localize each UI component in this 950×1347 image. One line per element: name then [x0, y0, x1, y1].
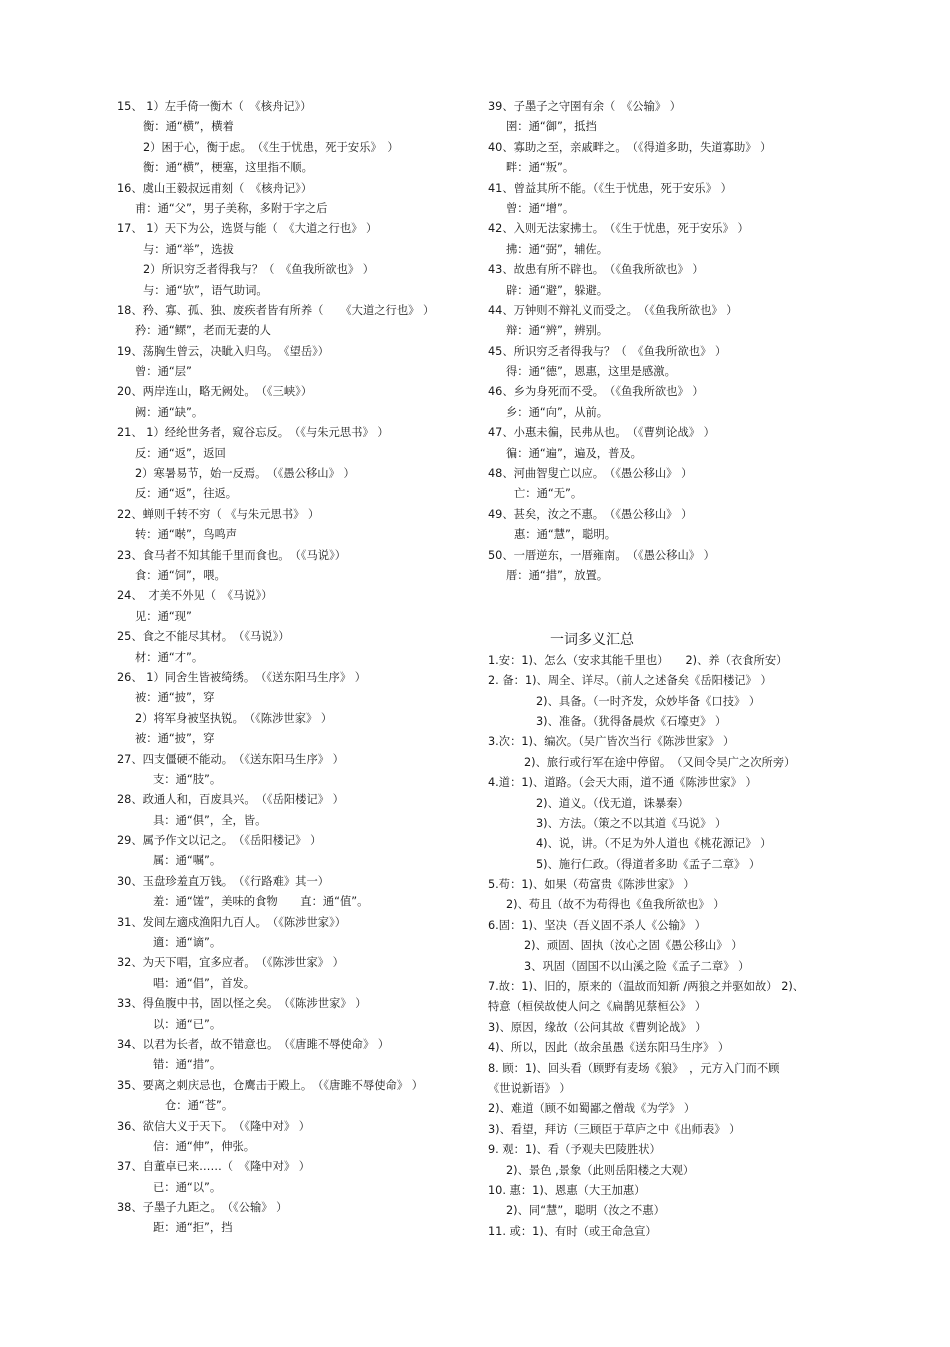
text-line: 22、蝉则千转不穷（ 《与朱元思书》 ）	[117, 507, 320, 521]
text-line: 38、子墨子九距之。 （《公输》 ）	[117, 1201, 288, 1215]
text-line: 45、所识穷乏者得我与？（ 《鱼我所欲也》 ）	[488, 344, 727, 358]
text-line: 亡：通“无”。	[514, 487, 583, 501]
text-line: 1.安：1)、怎么（安求其能千里也） 2)、养（衣食所安）	[488, 653, 788, 667]
text-line: 3.次：1)、编次。（吴广皆次当行《陈涉世家》 ）	[488, 735, 735, 749]
text-line: 与：通“举”，选拔	[143, 242, 234, 256]
section-gap	[488, 586, 840, 626]
text-line: 被：通“披”，穿	[135, 732, 215, 746]
text-line: 属：通“嘱”。	[153, 854, 222, 868]
text-line: 徧：通“遍”，遍及，普及。	[506, 446, 642, 460]
left-column	[117, 97, 473, 1239]
text-line: 39、子墨子之守圉有余（ 《公输》 ）	[488, 100, 682, 113]
text-line: 41、曾益其所不能。（《生于忧患，死于安乐》 ）	[488, 181, 732, 195]
text-line: 17、 1）天下为公，选贤与能（ 《大道之行也》 ）	[117, 222, 378, 236]
text-line: 距：通“拒”，挡	[153, 1221, 233, 1235]
text-line: 拂：通“弼”，辅佐。	[506, 242, 609, 256]
text-line: 2)、难道（顾不如蜀鄙之僧哉《为学》 ）	[488, 1102, 696, 1116]
text-line: 3)、原因，缘故（公问其故《曹刿论战》 ）	[488, 1020, 707, 1034]
text-line: 2)、顽固、固执（汝心之固《愚公移山》 ）	[524, 939, 743, 953]
text-line: 2)、景色 ,景象（此则岳阳楼之大观）	[506, 1163, 695, 1177]
text-line: 49、甚矣，汝之不惠。 （《愚公移山》 ）	[488, 507, 693, 521]
text-line: 甫：通“父”，男子美称，多附于字之后	[135, 201, 328, 215]
text-line: 惠：通“慧”，聪明。	[514, 528, 617, 542]
text-line: 34、以君为长者，故不错意也。 （《唐雎不辱使命》 ）	[117, 1037, 390, 1051]
text-line: 15、 1）左手倚一衡木（ 《核舟记》）	[117, 100, 312, 113]
text-line: 21、 1）经纶世务者，窥谷忘反。 （《与朱元思书》 ）	[117, 426, 389, 440]
text-line: 2. 备：1)、周全、详尽。（前人之述备矣《岳阳楼记》 ）	[488, 674, 772, 688]
text-line: 2）寒暑易节，始一反焉。 （《愚公移山》 ）	[135, 467, 355, 481]
section-title: 一词多义汇总	[550, 632, 634, 649]
text-line: 24、 才美不外见（ 《马说》）	[117, 589, 273, 603]
text-line: 5.苟：1)、如果（苟富贵《陈涉世家》 ）	[488, 878, 695, 892]
polysemy-list	[488, 651, 840, 1242]
text-line: 32、为天下唱，宜多应者。 （《陈涉世家》 ）	[117, 956, 344, 970]
text-line: 43、故患有所不辟也。 （《鱼我所欲也》 ）	[488, 263, 704, 277]
text-line: 10. 惠：1)、恩惠（大王加惠）	[488, 1183, 646, 1197]
text-line: 3、巩固（固国不以山溪之险《孟子二章》 ）	[524, 959, 750, 973]
text-line: 辩：通“辨”，辨别。	[506, 324, 609, 338]
text-line: 衡：通“横”，梗塞，这里指不顺。	[143, 161, 313, 175]
text-line: 42、入则无法家拂士。 （《生于忧患，死于安乐》 ）	[488, 222, 749, 236]
text-line: 衡：通“横”，横着	[143, 120, 234, 134]
text-line: 特意（桓侯故使人问之《扁鹊见蔡桓公》 ）	[488, 1000, 707, 1014]
text-line: 《世说新语》 ）	[488, 1081, 571, 1095]
text-line: 18、矜、寡、孤、独、废疾者皆有所养（ 《大道之行也》 ）	[117, 303, 435, 317]
right-column	[488, 97, 840, 1242]
text-line: 阙：通“缺”。	[135, 405, 204, 419]
text-line: 食：通“饲”，喂。	[135, 568, 226, 582]
text-line: 46、乡为身死而不受。 （《鱼我所欲也》 ）	[488, 385, 704, 399]
text-line: 37、自董卓已来……（ 《隆中对》 ）	[117, 1160, 311, 1174]
text-line: 2）困于心，衡于虑。 （《生于忧患，死于安乐》 ）	[143, 140, 399, 154]
text-line: 2）所识穷乏者得我与？（ 《鱼我所欲也》 ）	[143, 263, 375, 277]
text-line: 50、一厝逆东，一厝雍南。 （《愚公移山》 ）	[488, 548, 715, 562]
text-line: 错：通“措”。	[153, 1058, 222, 1072]
text-line: 3)、方法。（策之不以其道《马说》 ）	[536, 816, 727, 830]
text-line: 26、 1）同舍生皆被绮绣。 （《送东阳马生序》 ）	[117, 670, 367, 684]
text-line: 2)、道义。（伐无道，诛暴秦）	[536, 796, 689, 810]
text-line: 44、万钟则不辩礼义而受之。 （《鱼我所欲也》 ）	[488, 303, 738, 317]
text-line: 16、虞山王毅叔远甫刻（ 《核舟记》）	[117, 181, 313, 195]
text-line: 適：通“谪”。	[153, 936, 222, 950]
text-line: 40、寡助之至，亲戚畔之。 （《得道多助，失道寡助》 ）	[488, 140, 772, 154]
text-line: 30、玉盘珍羞直万钱。 （《行路难》其一）	[117, 874, 330, 888]
text-line: 7.故：1)、旧的，原来的（温故而知新 /两狼之并驱如故） 2)、	[488, 980, 805, 994]
text-line: 48、河曲智叟亡以应。 （《愚公移山》 ）	[488, 467, 693, 481]
text-line: 2)、旅行或行军在途中停留。 （又间令吴广之次所旁）	[524, 755, 796, 769]
text-line: 23、食马者不知其能千里而食也。 （《马说》）	[117, 548, 347, 562]
text-line: 2)、同“慧”，聪明（汝之不惠）	[506, 1204, 665, 1218]
text-line: 已：通“以”。	[153, 1180, 222, 1194]
text-line: 31、发闾左適戍渔阳九百人。 （《陈涉世家》）	[117, 915, 347, 929]
text-line: 辟：通“避”，躲避。	[506, 283, 609, 297]
text-line: 信：通“伸”，伸张。	[153, 1139, 256, 1153]
text-line: 乡：通“向”，从前。	[506, 405, 609, 419]
text-line: 19、荡胸生曾云，决眦入归鸟。 《望岳》）	[117, 344, 330, 358]
text-line: 2)、具备。（一时齐发，众妙毕备《口技》 ）	[536, 694, 761, 708]
text-line: 仓：通“苍”。	[165, 1099, 234, 1113]
text-line: 反：通“返”，往返。	[135, 487, 238, 501]
text-line: 2)、苟且（故不为苟得也《鱼我所欲也》 ）	[506, 898, 725, 912]
text-line: 畔：通“叛”。	[506, 161, 575, 175]
text-line: 曾：通“层”	[135, 365, 192, 379]
text-line: 4)、说，讲。（不足为外人道也《桃花源记》 ）	[536, 837, 772, 851]
text-line: 曾：通“增”。	[506, 201, 575, 215]
text-line: 9. 观：1)、看（予观夫巴陵胜状）	[488, 1143, 661, 1157]
text-line: 得：通“德”，恩惠，这里是感激。	[506, 365, 676, 379]
text-line: 4.道：1)、道路。（会天大雨，道不通《陈涉世家》 ）	[488, 776, 757, 790]
text-line: 厝：通“措”，放置。	[506, 568, 609, 582]
text-line: 材：通“才”。	[135, 650, 204, 664]
text-line: 见：通“现”	[135, 609, 192, 623]
text-line: 转：通“啭”，鸟鸣声	[135, 528, 238, 542]
text-line: 唱：通“倡”，首发。	[153, 976, 256, 990]
text-line: 被：通“披”，穿	[135, 691, 215, 705]
text-line: 27、四支僵硬不能动。 （《送东阳马生序》 ）	[117, 752, 344, 766]
text-line: 11. 或：1)、有时（或王命急宣）	[488, 1224, 657, 1238]
text-line: 矜：通“鳏”，老而无妻的人	[135, 324, 271, 338]
text-line: 3)、看望，拜访（三顾臣于草庐之中《出师表》 ）	[488, 1122, 741, 1136]
text-line: 33、得鱼腹中书，固以怪之矣。 （《陈涉世家》 ）	[117, 997, 367, 1011]
text-line: 3)、准备。（犹得备晨炊《石壕吏》 ）	[536, 714, 727, 728]
text-line: 具：通“俱”，全，皆。	[153, 813, 267, 827]
text-line: 29、属予作文以记之。 （《岳阳楼记》 ）	[117, 834, 322, 848]
text-line: 羞：通“馐”，美味的食物 直：通“值”。	[153, 895, 369, 909]
text-line: 47、小惠未徧，民弗从也。 （《曹刿论战》 ）	[488, 426, 715, 440]
text-line: 与：通“欤”，语气助词。	[143, 283, 268, 297]
text-line: 8. 顾：1)、回头看（顾野有麦场《狼》 ，元方入门而不顾	[488, 1061, 780, 1075]
text-line: 20、两岸连山，略无阙处。 （《三峡》）	[117, 385, 313, 399]
text-line: 以：通“已”。	[153, 1017, 222, 1031]
text-line: 支：通“肢”。	[153, 772, 222, 786]
text-line: 35、要离之刺庆忌也，仓鹰击于殿上。 （《唐雎不辱使命》 ）	[117, 1078, 424, 1092]
text-line: 6.固：1)、坚决（吾义固不杀人《公输》 ）	[488, 918, 707, 932]
text-line: 5)、施行仁政。（得道者多助《孟子二章》 ）	[536, 857, 761, 871]
text-line: 36、欲信大义于天下。 （《隆中对》 ）	[117, 1119, 311, 1133]
text-line: 25、食之不能尽其材。 （《马说》）	[117, 630, 290, 644]
text-line: 4)、所以，因此（故余虽愚《送东阳马生序》 ）	[488, 1041, 730, 1055]
tongjia-list-continued	[488, 97, 840, 586]
text-line: 2）将军身被坚执锐。 （《陈涉世家》 ）	[135, 711, 333, 725]
text-line: 反：通“返”，返回	[135, 446, 226, 460]
text-line: 圉：通“御”，抵挡	[506, 120, 597, 134]
text-line: 28、政通人和，百废具兴。 （《岳阳楼记》 ）	[117, 793, 344, 807]
